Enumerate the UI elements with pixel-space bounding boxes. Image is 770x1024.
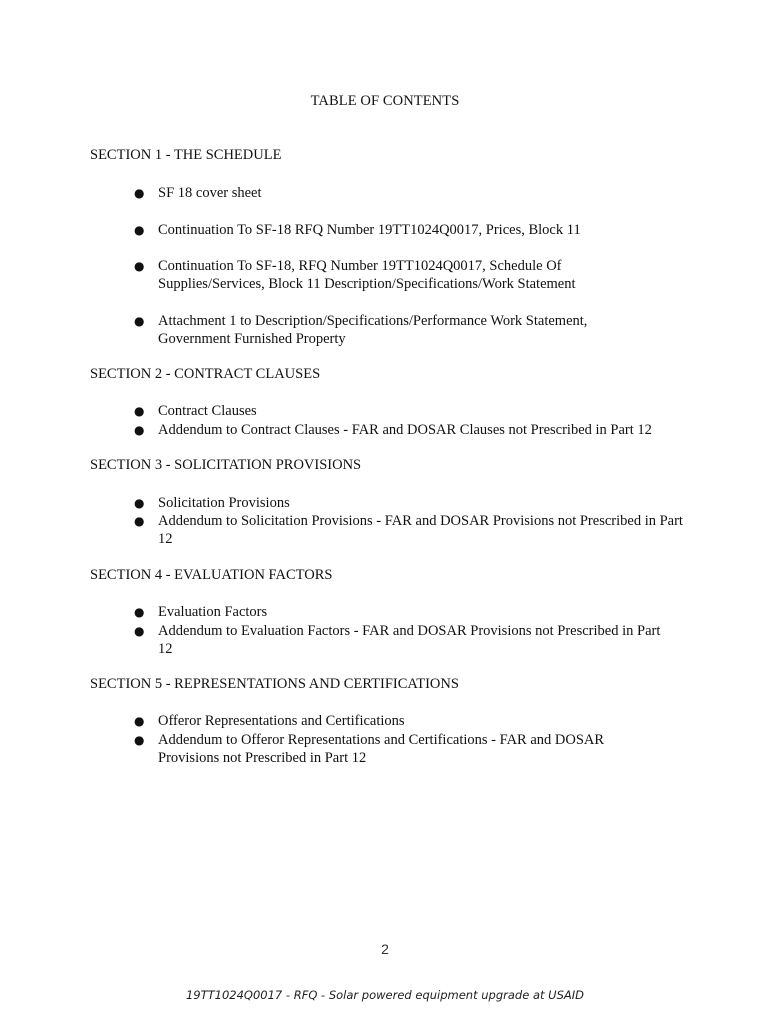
list-item-text: SF 18 cover sheet <box>158 185 262 201</box>
section-heading: SECTION 3 - SOLICITATION PROVISIONS <box>90 457 362 473</box>
bullet-icon: ● <box>134 714 145 728</box>
list-item-text: Continuation To SF-18 RFQ Number 19TT1024Q0017, Prices, Block 11 <box>158 222 581 238</box>
list-item-text: Continuation To SF-18, RFQ Number 19TT1024Q0017, Schedule Of Supplies/Services, Block 11 Description/Specifications/Work Statement <box>158 258 576 292</box>
bullet-icon: ● <box>134 733 145 747</box>
bullet-icon: ● <box>134 496 145 510</box>
list-item-text: Contract Clauses <box>158 403 257 419</box>
bullet-icon: ● <box>134 404 145 418</box>
bullet-icon: ● <box>134 314 145 328</box>
list-item-text: Offeror Representations and Certifications <box>158 713 405 729</box>
page-footer: 19TT1024Q0017 - RFQ - Solar powered equipment upgrade at USAID <box>185 988 584 1002</box>
list-item-text: Evaluation Factors <box>158 604 268 620</box>
bullet-icon: ● <box>134 223 145 237</box>
bullet-icon: ● <box>134 259 145 273</box>
list-item-text: Addendum to Offeror Representations and Certifications - FAR and DOSAR Provisions not Prescribed in Part 12 <box>158 732 605 766</box>
list-item-text: Attachment 1 to Description/Specifications/Performance Work Statement, Government Furnished Property <box>158 313 588 347</box>
bullet-icon: ● <box>134 514 145 528</box>
list-item-text: Addendum to Contract Clauses - FAR and DOSAR Clauses not Prescribed in Part 12 <box>158 422 652 438</box>
section-heading: SECTION 2 - CONTRACT CLAUSES <box>90 366 321 382</box>
section-heading: SECTION 5 - REPRESENTATIONS AND CERTIFICATIONS <box>90 676 459 692</box>
section-heading: SECTION 4 - EVALUATION FACTORS <box>90 567 333 583</box>
toc-title: TABLE OF CONTENTS <box>310 93 460 109</box>
bullet-icon: ● <box>134 605 145 619</box>
bullet-icon: ● <box>134 423 145 437</box>
bullet-icon: ● <box>134 186 145 200</box>
page-number: 2 <box>381 941 389 957</box>
list-item-text: Addendum to Evaluation Factors - FAR and DOSAR Provisions not Prescribed in Part 12 <box>158 623 661 657</box>
list-item-text: Addendum to Solicitation Provisions - FAR and DOSAR Provisions not Prescribed in Part 12 <box>158 513 683 547</box>
bullet-icon: ● <box>134 624 145 638</box>
list-item-text: Solicitation Provisions <box>158 495 290 511</box>
section-heading: SECTION 1 - THE SCHEDULE <box>90 147 282 163</box>
